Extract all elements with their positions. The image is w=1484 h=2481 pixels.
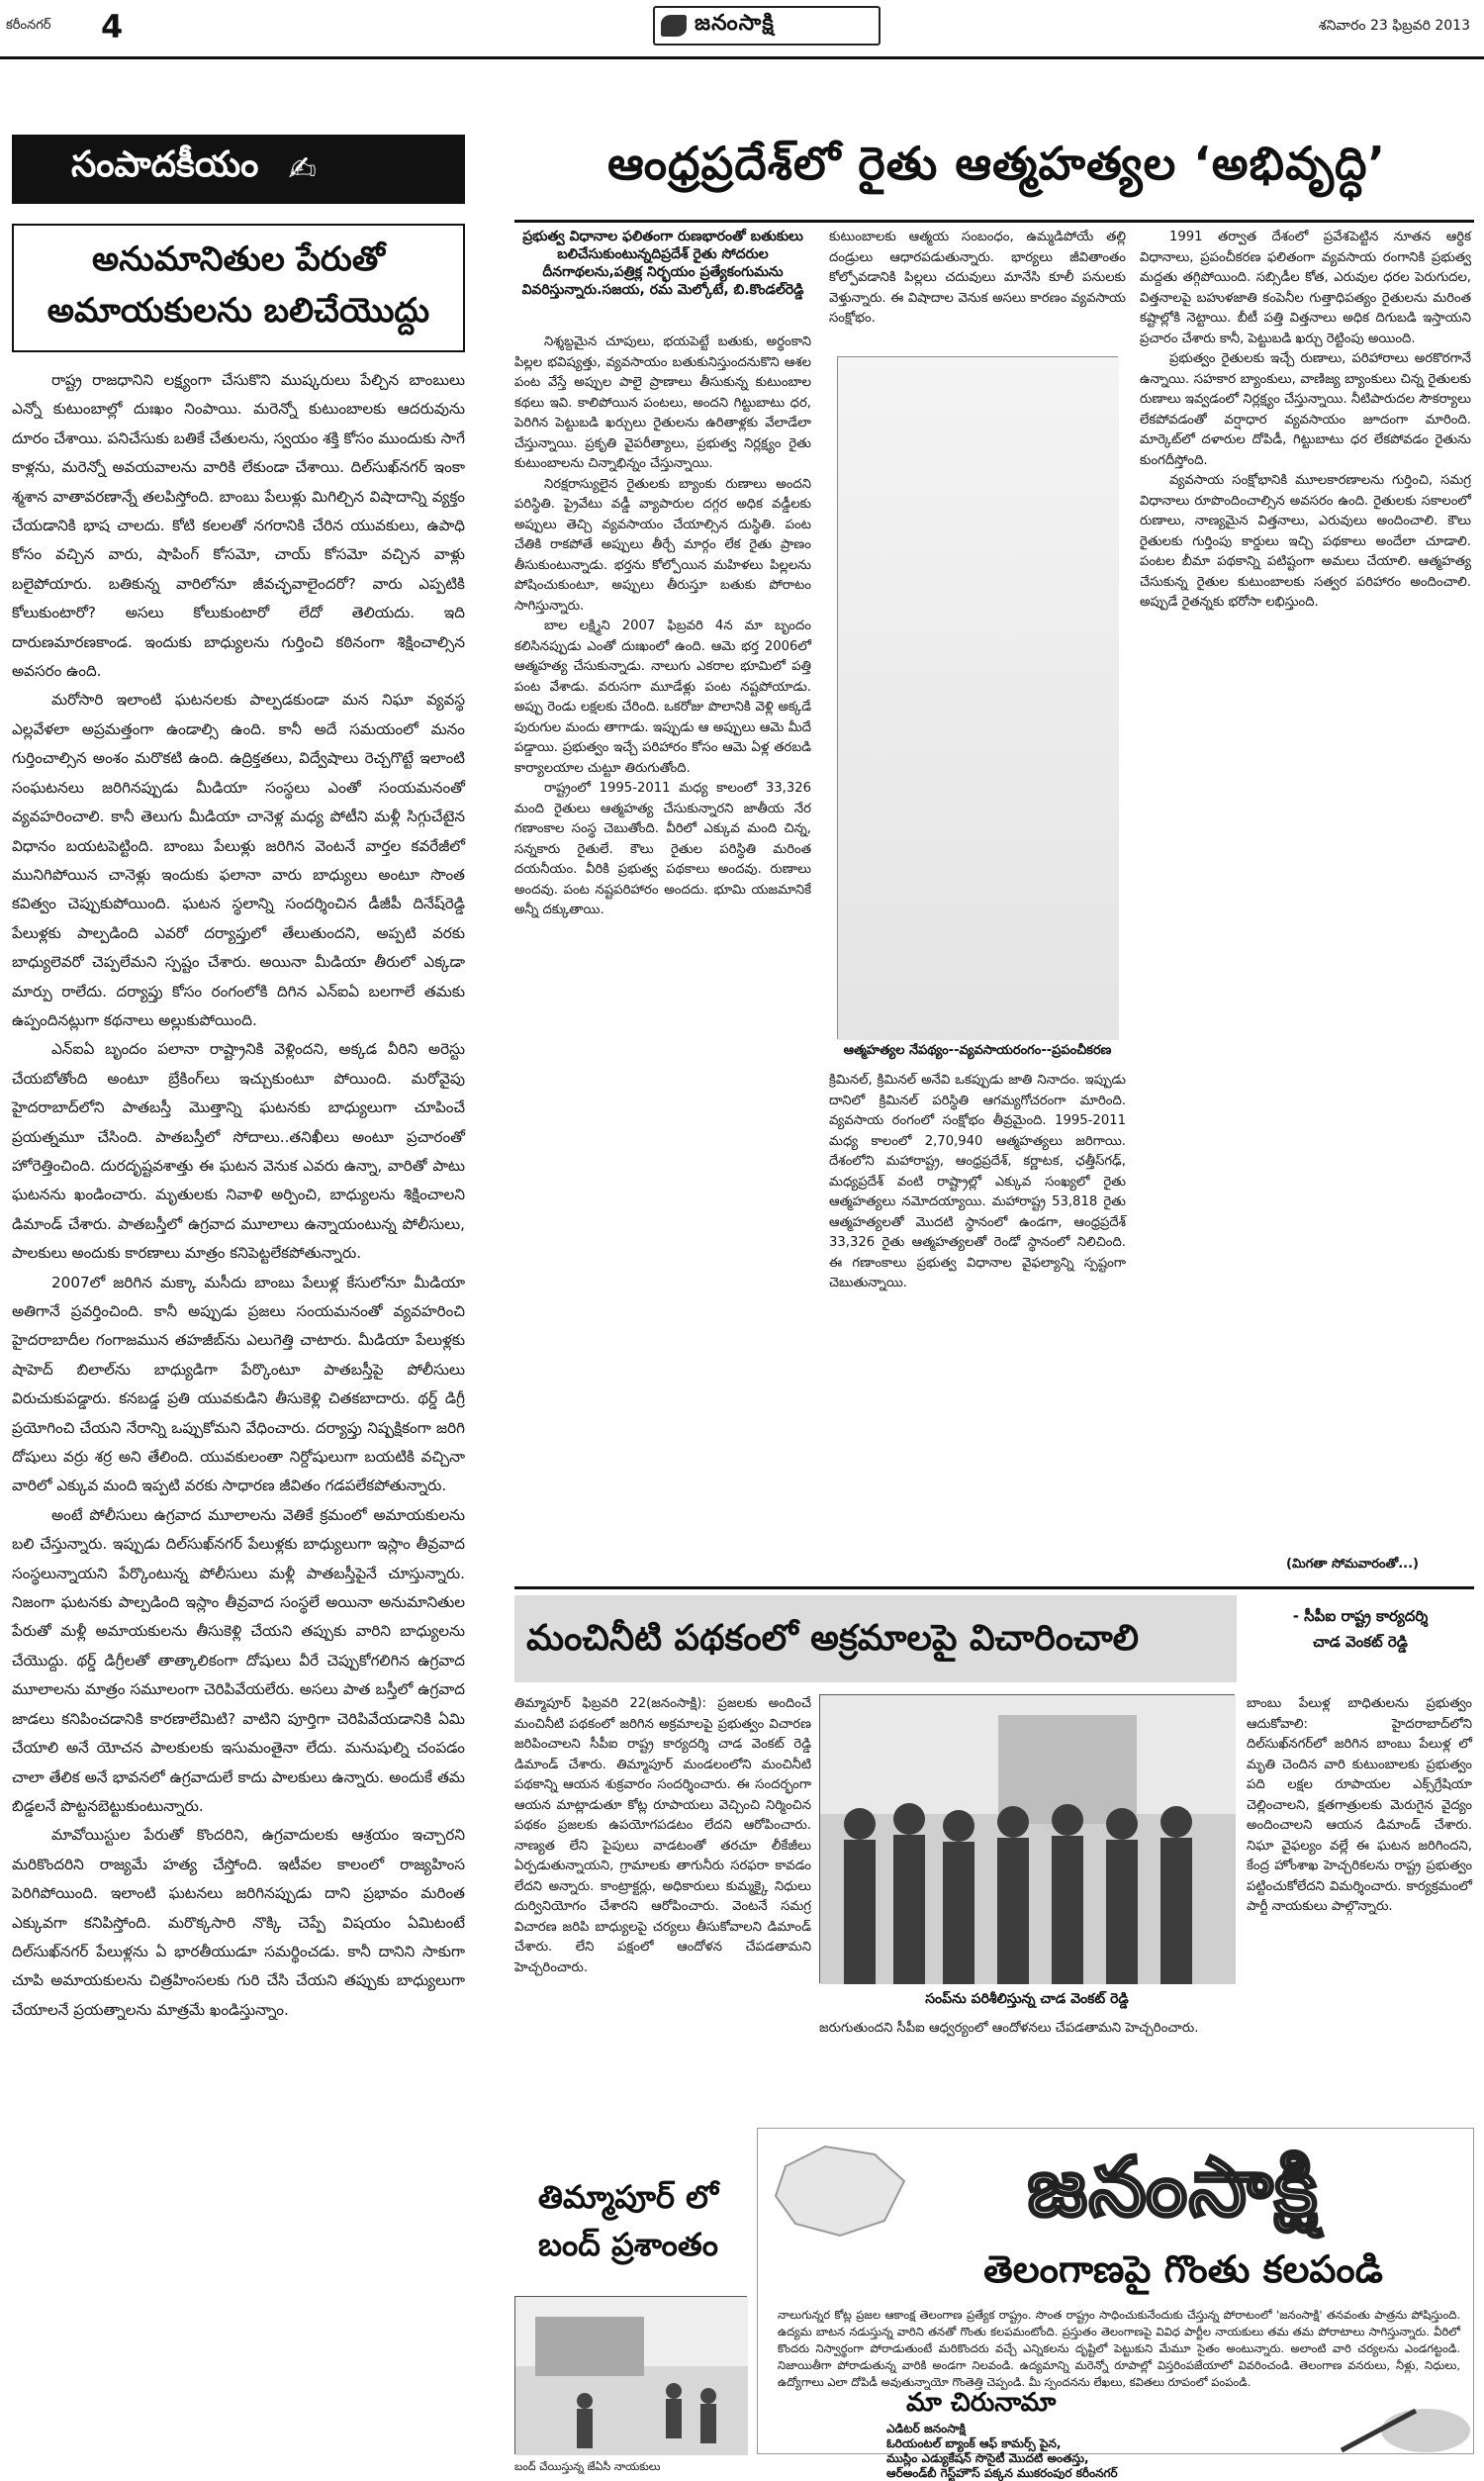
bandh-photo (514, 2296, 747, 2454)
ad-address-heading: మా చిరునామా (906, 2388, 1057, 2418)
ad-address (886, 2422, 1302, 2481)
editorial-paragraph: రాష్ట్ర రాజధానిని లక్ష్యంగా చేసుకొని ముష్కరులు పేల్చిన బాంబులు ఎన్నో కుటుంబాల్లో దుఃఖం నింపాయి. మరెన్నో కుటుంబాలకు ఆదరువును దూరం చేశాయి. పనిచేసుకు బతికే చేతులను, స్వయం శక్తి కోసం ముందుకు సాగే కాళ్లను, మరెన్నో అవయవాలను వారికి లేకుండా చేశాయి. దిల్‌సుఖ్‌నగర్ ఇంకా శ్మశాన వాతావరణాన్నే తలపిస్తోంది. బాంబు పేలుళ్లు మిగిల్చిన విషాదాన్ని వ్యక్తం చేయడానికి భాష చాలదు. కోటి కలలతో నగరానికి చేరిన యువకులు, ఉపాధి కోసం వచ్చిన వారు, షాపింగ్ కోసమో, చాయ్ కోసమో వచ్చిన వాళ్లు బలైపోయారు. బతికున్న వారిలోనూ జీవచ్ఛవాలైందరో? వారు ఎప్పటికి కోలుకుంటారో? అసలు కోలుకుంటారో లేదో తెలియదు. ఇది దారుణమారణకాండ. ఇందుకు బాధ్యులను గుర్తించి కఠినంగా శిక్షించాల్సిన అవసరం ఉంది. (12, 371, 465, 681)
group-photo-illustration (820, 1695, 1236, 1984)
page-number: 4 (101, 8, 124, 46)
water-story-bottom: జరుగుతుందని సీపీఐ ఆధ్వర్యంలో ఆందోళనలు చేపడతామని హెచ్చరించారు. (819, 2021, 1199, 2036)
pen-icon: ✍ (288, 149, 317, 189)
divider (514, 220, 1474, 223)
story-column-2-top: కుటుంబాలకు ఆత్మయ సంబంధం, ఉమ్మడిపోయే తల్లి దండ్రులు ఆధారపడుతున్నారు. భార్యలు జీవితాంతం కోల్పోవడానికి పిల్లలు చదువులు మానేసి కూలీ పనులకు వెళ్తున్నారు. ఈ విషాదాల వెనుక అసలు కారణం వ్యవసాయ సంక్షోభం. (829, 230, 1126, 326)
editorial-paragraph: మరోసారి ఇలాంటి ఘటనలకు పాల్పడకుండా మన నిఘా వ్యవస్థ ఎల్లవేళలా అప్రమత్తంగా ఉండాల్సి ఉంది. కానీ అదే సమయంలో మనం గుర్తించాల్సిన అంశం మరొకటి ఉంది. ఉద్రిక్తతలు, విద్వేషాలు రెచ్చగొట్టే ఇలాంటి సంఘటనలు జరిగినప్పుడు మీడియా సంస్థలు ఎంతో సంయమనంతో వ్యవహరించాలి. కానీ తెలుగు మీడియా చానెళ్ల మధ్య పోటీని మళ్లీ సిగ్గుచేటైన విధానం బయటపెట్టింది. బాంబు పేలుళ్లు జరిగిన వెంటనే వార్తల కవరేజీలో మునిగిపోయిన చానెళ్లు ఇందుకు ఫలానా వారు బాధ్యులు అంటూ సొంత కవిత్వం చెప్పుకుపోయింది. ఘటన స్థలాన్ని సందర్శించిన డీజీపీ దినేష్‌రెడ్డి పేలుళ్లకు పాల్పడింది ఎవరో దర్యాప్తులో తేలుతుందని, అప్పటి వరకు బాధ్యులెవరో చెప్పలేమని స్పష్టం చేశారు. అయినా మీడియా తీరులో ఎక్కడా మార్పు రాలేదు. దర్యాప్తు కోసం రంగంలోకి దిగిన ఎన్ఐఏ బలగాలే తమకు ఉప్పందినట్లుగా కథనాలు అల్లుకుపోయింది. (12, 691, 465, 1029)
address-line: ఓరియంటల్ బ్యాంక్ ఆఫ్ కామర్స్ పైన, (886, 2436, 1062, 2450)
page-header (0, 0, 1484, 59)
ad-brand: జనంసాక్షి (1027, 2141, 1320, 2235)
story-paragraph: వ్యవసాయ సంక్షోభానికి మూలకారణాలను గుర్తించి, సమగ్ర విధానాలు రూపొందించాల్సిన అవసరం ఉంది. రైతులకు సకాలంలో రుణాలు, నాణ్యమైన విత్తనాలు, ఎరువులు అందించాలి. కౌలు రైతులకు గుర్తింపు కార్డులు ఇచ్చి పథకాలు అందేలా చూడాలి. పంటల బీమా పథకాన్ని పటిష్టంగా అమలు చేయాలి. ఆత్మహత్య చేసుకున్న రైతుల కుటుంబాలకు సత్వర పరిహారం అందించాలి. అప్పుడే రైతన్నకు భరోసా లభిస్తుంది. (1140, 473, 1471, 610)
water-story-headline: మంచినీటి పథకంలో అక్రమాలపై విచారించాలి (514, 1595, 1237, 1682)
water-story-byline (1249, 1595, 1472, 1682)
janam-sakshi-advertisement (757, 2128, 1474, 2480)
edition-place: కరీంనగర్ (6, 18, 51, 33)
editorial-paragraph: అంటే పోలీసులు ఉగ్రవాద మూలాలను వెతికే క్రమంలో అమాయకులను బలి చేస్తున్నారు. ఇప్పుడు దిల్‌సుఖ్‌నగర్ పేలుళ్లకు బాధ్యులుగా ఇస్లాం తీవ్రవాద సంస్థలున్నాయని పేర్కొంటున్న పోలీసులు మళ్లీ పాతబస్తీపైనే చూస్తున్నారు. నిజంగా ఘటనకు పాల్పడింది ఇస్లాం తీవ్రవాద సంస్థలే అయినా అనుమానితుల పేరుతో మళ్లీ అమాయకులను తీసుకెళ్లి చేయని తప్పుకు వారిని బాధ్యులను చేయొద్దు. థర్డ్ డిగ్రీలతో తాత్కాలికంగా దోషులు వీరే చెప్పుకోగలిగిన ఉగ్రవాద మూలాలను మాత్రం సమూలంగా చెరిపివేయలేరు. అసలు పాత బస్తీలో ఉగ్రవాద జాడలు కనిపించడానికి కారణాలేమిటి? వాటిని పూర్తిగా చెరిపివేయడానికి ఏమి చేయాలి అనే యోచన పాలకులకు ఇసుమంతైనా లేదు. మనుషుల్ని చంపడం చాలా తేలిక అనే భావనలో ఉగ్రవాదులే కాదు పాలకులు ఉన్నారు. అందుకే తమ బిడ్డలనే పొట్టనబెట్టుకుంటున్నారు. (12, 1505, 465, 1815)
ad-body: నాలుగున్నర కోట్ల ప్రజల ఆకాంక్ష తెలంగాణ ప్రత్యేక రాష్ట్రం. సొంత రాష్ట్రం సాధించుకునేందుకు చేస్తున్న పోరాటంలో 'జనంసాక్షి' తనవంతు పాత్రను పోషిస్తుంది. ఉద్యమ బాటన నడుస్తున్న వారిని తనతో గొంతు కలపమంటోంది. ప్రస్తుతం తెలంగాణపై వివిధ పార్టీల నాయకులు తమ తమ పోరాటాలు సాగిస్తున్నారు. వీరిలో కొందరు నిస్వార్థంగా పోరాడుతుంటే మరికొందరు వచ్చే ఎన్నికలను దృష్టిలో పెట్టుకుని మేమూ సైతం అంటున్నారు. అలాంటి వారి చర్యలను ఎండగట్టండి. నిజాయితీగా పోరాడుతున్న వారికి అండగా నిలవండి. ఉద్యమాన్ని మరెన్నో రూపాల్లో విస్తరింపజేయాలో వివరించండి. తెలంగాణ వనరులు, నీళ్లు, నిధులు, ఉద్యోగాలు ఎలా దోపిడీ అవుతున్నాయో గొంతెత్తి చెప్పండి. మీ స్పందనను లేఖలు, కవితలు రూపంలో పంపండి. (778, 2308, 1460, 2389)
water-story-left: తిమ్మాపూర్ ఫిబ్రవరి 22(జనంసాక్షి): ప్రజలకు అందించే మంచినీటి పథకంలో జరిగిన అక్రమాలపై ప్రభుత్వం విచారణ జరిపించాలని సీపీఐ రాష్ట్ర కార్యదర్శి చాడ వెంకట్ రెడ్డి డిమాండ్ చేశారు. తిమ్మాపూర్ మండలంలోని మంచినీటి పథకాన్ని ఆయన శుక్రవారం సందర్శించారు. ఈ సందర్భంగా ఆయన మాట్లాడుతూ కోట్ల రూపాయలు వెచ్చించి నిర్మించిన పథకం ప్రజలకు ఉపయోగపడటం లేదని ఆరోపించారు. నాణ్యత లేని పైపులు వాడటంతో తరచూ లీకేజీలు ఏర్పడుతున్నాయని, గ్రామాలకు తాగునీరు సరఫరా కావడం లేదని అన్నారు. కాంట్రాక్టర్లు, అధికారులు కుమ్మక్కై నిధులు దుర్వినియోగం చేశారని ఆరోపించారు. వెంటనే సమగ్ర విచారణ జరిపి బాధ్యులపై చర్యలు తీసుకోవాలని డిమాండ్ చేశారు. లేని పక్షంలో ఆందోళన చేపడతామని హెచ్చరించారు. (514, 1696, 811, 1975)
farmer-photo (837, 356, 1118, 1039)
byline-name: చాడ వెంకట్ రెడ్డి (1313, 1633, 1408, 1651)
photo-caption: సంప్‌ను పరిశీలిస్తున్న చాడ వెంకట్ రెడ్డి (925, 1991, 1129, 2007)
logo-mark-icon (661, 15, 687, 37)
water-story-right: బాంబు పేలుళ్ల బాధితులను ప్రభుత్వం ఆదుకోవాలి: హైదరాబాద్‌లోని దిల్‌సుఖ్‌నగర్‌లో జరిగిన బాంబు పేలుళ్ల లో మృతి చెందిన వారి కుటుంబాలకు ప్రభుత్వం పది లక్షల రూపాయల ఎక్స్‌గ్రేషియా చెల్లించాలని, క్షతగాత్రులకు మెరుగైన వైద్యం అందించాలని ఆయన డిమాండ్ చేశారు. నిఘా వైఫల్యం వల్లే ఈ ఘటన జరిగిందని, కేంద్ర హోంశాఖ హెచ్చరికలను రాష్ట్ర ప్రభుత్వం పట్టించుకోలేదని విమర్శించారు. కార్యక్రమంలో పార్టీ నాయకులు పాల్గొన్నారు. (1247, 1696, 1472, 1914)
editorial-paragraph: మావోయిస్టుల పేరుతో కొందరిని, ఉగ్రవాదులకు ఆశ్రయం ఇచ్చారని మరికొందరిని రాజ్యమే హత్య చేస్తోంది. ఇటీవల కాలంలో రాజ్యహింస పెరిగిపోయింది. ఇలాంటి ఘటనలు జరిగినప్పుడు దాని ప్రభావం మరింత ఎక్కువగా కనిపిస్తోంది. మరొక్కసారి నొక్కి చెప్పే విషయం ఏమిటంటే దిల్‌సుఖ్‌నగర్ పేలుళ్లను ఏ భారతీయుడూ సమర్థించడు. కానీ దానిని సాకుగా చూపి అమాయకులను చిత్రహింసలకు గురి చేసి చేయని తప్పుకు బాధ్యులుగా చేయాలనే ప్రయత్నాలను మాత్రమే ఖండిస్తున్నాం. (12, 1826, 465, 2019)
editorial-paragraph: ఎన్ఐఏ బృందం పలానా రాష్ట్రానికి వెళ్లిందని, అక్కడ వీరిని అరెస్టు చేయబోతోంది అంటూ బ్రేకింగ్‌లు ఇచ్చుకుంటూ పోయింది. మరోవైపు హైదరాబాద్‌లోని పాతబస్తీ మొత్తాన్ని ఘటనకు బాధ్యులుగా చూపించే ప్రయత్నమూ చేసింది. పాతబస్తీలో సోదాలు..తనిఖీలు అంటూ ప్రచారంతో హోరెత్తించింది. దురదృష్టవశాత్తు ఈ ఘటన వెనుక ఎవరు ఉన్నా, వారితో పాటు ఘటనను ఖండించారు. మృతులకు నివాళి అర్పించి, బాధ్యులను శిక్షించాలని డిమాండ్ చేశారు. పాతబస్తీలో ఉగ్రవాద మూలాలు ఉన్నాయంటున్న పోలీసులు, పాలకులు అందుకు కారణాలు మాత్రం కనిపెట్టలేకపోతున్నారు. (12, 1040, 465, 1263)
issue-date: శనివారం 23 ఫిబ్రవరి 2013 (1318, 18, 1470, 34)
masthead-logo (653, 6, 881, 46)
story-column-2-bottom: క్రిమినల్, క్రిమినల్ అనేవి ఒకప్పుడు జాతి నినాదం. ఇప్పుడు దానిలో క్రిమినల్ పరిస్థితి ఆగమ్యగోచరంగా మారింది. వ్యవసాయ రంగంలో సంక్షోభం తీవ్రమైంది. 1995-2011 మధ్య కాలంలో 2,70,940 ఆత్మహత్యలు జరిగాయి. దేశంలోని మహారాష్ట్ర, ఆంధ్రప్రదేశ్, కర్ణాటక, ఛత్తీస్‌గఢ్, మధ్యప్రదేశ్ వంటి రాష్ట్రాల్లో ఎక్కువ సంఖ్యలో రైతు ఆత్మహత్యలు నమోదయ్యాయి. మహారాష్ట్ర 53,818 రైతు ఆత్మహత్యలతో మొదటి స్థానంలో ఉండగా, ఆంధ్రప్రదేశ్ 33,326 రైతు ఆత్మహత్యలతో రెండో స్థానంలో నిలిచింది. ఈ గణాంకాలు ప్రభుత్వ విధానాల వైఫల్యాన్ని స్పష్టంగా చెబుతున్నాయి. (829, 1073, 1126, 1290)
editorial-label: సంపాదకీయం (71, 144, 259, 185)
address-line: ముస్లిం ఎడ్యుకేషన్ సొసైటీ మొదటి అంతస్తు, (886, 2451, 1089, 2465)
photo-caption: ఆత్మహత్యల నేపథ్యం--వ్యవసాయరంగం--ప్రపంచీకరణ (843, 1043, 1112, 1058)
editorial-headline: అనుమానితుల పేరుతో అమాయకులను బలిచేయొద్దు (12, 224, 465, 352)
photo-caption: బంద్ చేయిస్తున్న జేఏసీ నాయకులు (514, 2460, 661, 2473)
sump-inspection-photo (819, 1694, 1235, 1983)
byline-role: - సీపీఐ రాష్ట్ర కార్యదర్శి (1292, 1607, 1429, 1625)
story-paragraph: ప్రభుత్వం రైతులకు ఇచ్చే రుణాలు, పరిహారాలు అరకొరగానే ఉన్నాయి. సహకార బ్యాంకులు, వాణిజ్య బ్యాంకులు చిన్న రైతులకు రుణాలు ఇవ్వడంలో నిర్లక్ష్యం చేస్తున్నాయి. నీటిపారుదల సౌకర్యాలు లేకపోవడంతో వర్షాధార వ్యవసాయం జూదంగా మారింది. మార్కెట్‌లో దళారుల దోపిడీ, గిట్టుబాటు ధర లేకపోవడం రైతును కుంగదీస్తోంది. (1140, 351, 1471, 468)
street-photo-illustration (515, 2297, 748, 2455)
story-paragraph: నిశ్శబ్దమైన చూపులు, భయపెట్టే బతుకు, అర్థంకాని పిల్లల భవిష్యత్తు, వ్యవసాయం బతుకునిస్తుందనుకొని ఆశల పంట వేస్తే అప్పుల పాలై ప్రాణాలు తీసుకున్న కుటుంబాల కథలు ఇవి. కాలిపోయిన పంటలు, అందని గిట్టుబాటు ధర, పెరిగిన పెట్టుబడి ఖర్చులు రైతులను ఉరితాళ్లకు వేలాడేలా చేస్తున్నాయి. ప్రకృతి వైపరీత్యాలు, ప్రభుత్వ నిర్లక్ష్యం రైతు కుటుంబాలను చిన్నాభిన్నం చేస్తున్నాయి. (514, 334, 811, 471)
editorial-body (12, 366, 465, 2444)
continued-note: (మిగతా సోమవారంతో...) (1286, 1557, 1419, 1572)
story-column-1 (514, 333, 811, 1579)
editorial-banner (12, 135, 465, 204)
writing-hand-icon (1322, 2376, 1470, 2455)
story-column-3 (1140, 228, 1471, 1534)
ad-tagline: తెలంగాణపై గొంతు కలపండి (983, 2247, 1383, 2291)
story-paragraph: నిరక్షరాస్యులైన రైతులకు బ్యాంకు రుణాలు అందని పరిస్థితి. ప్రైవేటు వడ్డీ వ్యాపారుల దగ్గర అధిక వడ్డీలకు అప్పులు తెచ్చి వ్యవసాయం చేయాల్సిన దుస్థితి. పంట చేతికి రాకపోతే అప్పులు తీర్చే మార్గం లేక రైతు ప్రాణం తీసుకుంటున్నాడు. భర్తను కోల్పోయిన మహిళలు పిల్లలను పోషించుకుంటూ, అప్పులు తీరుస్తూ బతుకు పోరాటం సాగిస్తున్నారు. (514, 476, 811, 614)
bandh-headline: తిమ్మాపూర్ లో బంద్ ప్రశాంతం (537, 2178, 719, 2263)
address-line: ఎడిటర్ జనంసాక్షి (886, 2422, 966, 2435)
address-line: ఆర్‌అండ్‌బీ గెస్ట్‌హౌస్ పక్కన ముకరంపుర కరీంనగర్ (886, 2466, 1118, 2480)
story-kicker: ప్రభుత్వ విధానాల ఫలితంగా రుణభారంతో బతుకులు బలిచేసుకుంటున్నదిప్రదేశ్ రైతు సోదరుల దీనగాథలను,పత్రిక్ల నిర్భయం ప్రత్యేకంగుమను వివరిస్తున్నారు.సజయ, రమ మెల్కోటే, బి.కొండల్‌రెడ్డి (521, 229, 804, 298)
main-headline: ఆంధ్రప్రదేశ్‌లో రైతు ఆత్మహత్యల ‘అభివృద్ధి’ (607, 137, 1386, 190)
story-paragraph: బాల లక్ష్మిని 2007 ఫిబ్రవరి 4న మా బృందం కలిసినప్పుడు ఎంతో దుఃఖంలో ఉంది. ఆమె భర్త 2006లో ఆత్మహత్య చేసుకున్నాడు. నాలుగు ఎకరాల భూమిలో పత్తి పంట వేశాడు. వరుసగా మూడేళ్లు పంట నష్టపోయాడు. అప్పు రెండు లక్షలకు చేరింది. ఒకరోజు పొలానికి వెళ్లి అక్కడే పురుగుల మందు తాగాడు. ఇప్పుడు ఆ అప్పులు ఆమె మీదే పడ్డాయి. ప్రభుత్వం ఇచ్చే పరిహారం కోసం ఆమె ఏళ్ల తరబడి కార్యాలయాల చుట్టూ తిరుగుతోంది. (514, 619, 811, 776)
divider (514, 1586, 1474, 1589)
telangana-map-icon (766, 2137, 914, 2245)
logo-text: జనంసాక్షి (695, 11, 775, 36)
story-paragraph: రాష్ట్రంలో 1995-2011 మధ్య కాలంలో 33,326 మంది రైతులు ఆత్మహత్య చేసుకున్నారని జాతీయ నేర గణాంకాల సంస్థ చెబుతోంది. వీరిలో ఎక్కువ మంది చిన్న, సన్నకారు రైతులే. కౌలు రైతుల పరిస్థితి మరింత దయనీయం. వీరికి ప్రభుత్వ పథకాలు అందవు. రుణాలు అందవు. పంట నష్టపరిహారం అందదు. భూమి యజమానికే అన్నీ దక్కుతాయి. (514, 781, 811, 917)
editorial-paragraph: 2007లో జరిగిన మక్కా మసీదు బాంబు పేలుళ్ల కేసులోనూ మీడియా అతిగానే ప్రవర్తించింది. కానీ అప్పుడు ప్రజలు సంయమనంతో వ్యవహరించి హైదరాబాదీల గంగాజమున తహజీబ్‌ను ఎలుగెత్తి చాటారు. మీడియా పేలుళ్లకు షాహెద్ బిలాల్‌ను బాధ్యుడిగా పేర్కొంటూ పాతబస్తీపై పోలీసులు విరుచుకుపడ్డారు. కనబడ్డ ప్రతి యువకుడిని తీసుకెళ్లి చితకబాదారు. థర్డ్ డిగ్రీ ప్రయోగించి చేయని నేరాన్ని ఒప్పుకోమని వేధించారు. దర్యాప్తు నిష్పక్షికంగా జరిగి దోషులు వర్రు శర్ర అని తేలింది. యువకులంతా నిర్దోషులుగా బయటికి వచ్చినా వారిలో ఎక్కువ మంది ఇప్పటి వరకు సాధారణ జీవితం గడపలేకపోతున్నారు. (12, 1273, 465, 1495)
story-paragraph: 1991 తర్వాత దేశంలో ప్రవేశపెట్టిన నూతన ఆర్థిక విధానాలు, ప్రపంచీకరణ ఫలితంగా వ్యవసాయ రంగానికి ప్రభుత్వ మద్దతు తగ్గిపోయింది. సబ్సిడీల కోత, ఎరువుల ధరల పెరుగుదల, విత్తనాలపై బహుళజాతి కంపెనీల గుత్తాధిపత్యం రైతులను మరింత కష్టాల్లోకి నెట్టాయి. బీటీ పత్తి విత్తనాలు అధిక దిగుబడి ఇస్తాయని ప్రచారం చేశారు కానీ, పెట్టుబడి ఖర్చు రెట్టింపు అయింది. (1140, 230, 1471, 346)
